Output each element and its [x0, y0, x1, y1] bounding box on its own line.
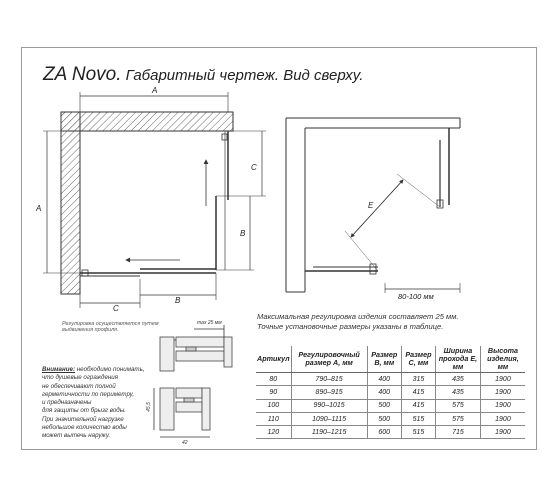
right-plan [286, 118, 460, 301]
table-cell: 500 [367, 399, 401, 412]
warning-text-7: небольшое количество воды [42, 424, 127, 432]
table-cell: 435 [436, 373, 481, 386]
tolerance-line-1: Максимальная регулировка изделия составляет 25 мм. [257, 312, 459, 321]
regulation-line-1: Регулировка осуществляется путем [62, 321, 159, 327]
dim-c-bottom: C [113, 304, 119, 313]
title-subtitle: Габаритный чертеж. Вид сверху. [125, 67, 364, 84]
warning-text-6: При значительной нагрузке [42, 415, 124, 423]
table-cell: 990–1015 [291, 399, 367, 412]
table-cell: 1090–1115 [291, 412, 367, 425]
table-cell: 415 [401, 386, 435, 399]
tolerance-note [257, 312, 459, 331]
warning-text-2: не обеспечивают полной [42, 382, 116, 390]
header-size-c: Размер C, мм [401, 346, 435, 373]
header-article: Артикул [256, 346, 291, 373]
warning-text-3: герметичности по периметру, [42, 390, 135, 398]
warning-note [42, 366, 154, 441]
warning-heading: Внимание: [42, 366, 76, 373]
table-row [256, 412, 525, 425]
top-wall [61, 112, 233, 131]
table-cell: 400 [367, 386, 401, 399]
table-row [256, 426, 525, 439]
regulation-line-2: выдвижения профиля. [62, 327, 119, 334]
header-height: Высота изделия, мм [480, 346, 525, 373]
warning-text-8: может вытечь наружу. [42, 432, 111, 440]
table-cell: 715 [436, 426, 481, 439]
dim-80-100: 80-100 мм [398, 292, 434, 301]
dim-b-bottom: B [175, 296, 181, 305]
table-cell: 100 [256, 399, 291, 412]
table-cell: 575 [436, 399, 481, 412]
table-cell: 1900 [480, 412, 525, 425]
warning-text-1: что душевые ограждения [42, 374, 119, 382]
label-max25: max 25 мм [197, 320, 222, 326]
table-cell: 315 [401, 373, 435, 386]
table-cell: 1190–1215 [291, 426, 367, 439]
spec-table [256, 346, 525, 439]
table-cell: 110 [256, 412, 291, 425]
dim-a-side: A [36, 204, 42, 213]
table-header-row [256, 346, 525, 373]
header-size-b: Размер B, мм [367, 346, 401, 373]
table-cell: 1900 [480, 426, 525, 439]
table-cell: 90 [256, 386, 291, 399]
tolerance-line-2: Точные установочные размеры указаны в таблице. [257, 321, 444, 331]
header-size-a: Регулировочный размер A, мм [291, 346, 367, 373]
table-cell: 515 [401, 426, 435, 439]
dim-a-top: A [152, 86, 158, 95]
label-45: 45,5 [145, 402, 152, 412]
table-row [256, 373, 525, 386]
warning-text-0: необходимо понимать, [75, 366, 145, 373]
table-cell: 400 [367, 373, 401, 386]
dim-c-side: C [251, 163, 257, 172]
table-cell: 1900 [480, 399, 525, 412]
left-plan [35, 86, 266, 313]
left-wall [61, 112, 80, 294]
table-row [256, 399, 525, 412]
table-cell: 415 [401, 399, 435, 412]
table-cell: 575 [436, 412, 481, 425]
profile-sections [154, 325, 232, 437]
regulation-note [62, 321, 172, 334]
table-cell: 890–915 [291, 386, 367, 399]
warning-text-5: для защиты от брызг воды. [42, 407, 126, 415]
warning-text-4: и предназначены [42, 399, 92, 407]
brand-name: ZA Novo. [43, 64, 122, 85]
table-cell: 1900 [480, 386, 525, 399]
table-cell: 515 [401, 412, 435, 425]
dim-b-side: B [240, 229, 246, 238]
table-cell: 790–815 [291, 373, 367, 386]
table-cell: 1900 [480, 373, 525, 386]
table-cell: 120 [256, 426, 291, 439]
header-width-e: Ширина прохода E, мм [436, 346, 481, 373]
table-cell: 435 [436, 386, 481, 399]
table-cell: 600 [367, 426, 401, 439]
table-cell: 80 [256, 373, 291, 386]
dim-e-diag: E [368, 201, 374, 210]
table-row [256, 386, 525, 399]
warning-line-1 [42, 366, 154, 374]
table-cell: 500 [367, 412, 401, 425]
label-42: 42 [182, 440, 188, 446]
